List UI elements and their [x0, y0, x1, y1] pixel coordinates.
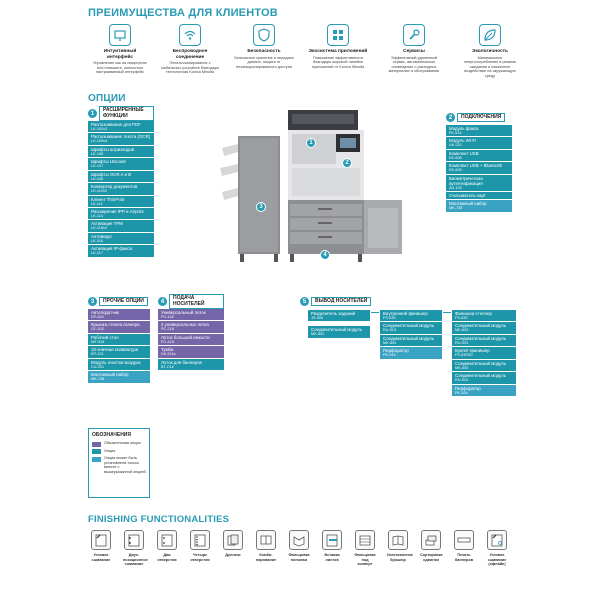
finishing-item: Двух-позиционное сшивание [123, 530, 145, 567]
legend-row: Опция может быть установлена только вместе с вышеуказанной опцией [92, 456, 146, 474]
option-item[interactable]: Рабочий стол WT-515 [88, 334, 150, 346]
banner-print-icon [454, 530, 474, 550]
option-item[interactable]: Соединительный модуль RU-513 [452, 335, 516, 347]
option-item[interactable]: Конвертер документов LK-110v2 [88, 183, 154, 195]
option-item[interactable]: Активация IP-факса LK-117 [88, 245, 154, 257]
group-output [300, 296, 520, 307]
option-item[interactable]: Считыватель карт [446, 192, 512, 200]
output-column-2 [380, 310, 442, 360]
finishing-item: Угловое сшивание [90, 530, 112, 562]
finishing-item: Фальцовка под конверт [354, 530, 376, 567]
option-item[interactable]: Распознавание текста (OCR) LK-105v4 [88, 133, 154, 145]
option-item[interactable]: Комплект USB + Bluetooth EK-609 [446, 162, 512, 174]
group-label: ПРОЧИЕ ОПЦИИ [99, 297, 148, 306]
option-item[interactable]: Шрифты Unicode LK-107 [88, 158, 154, 170]
option-item[interactable]: Крышка стекла сканера OC-512 [88, 321, 150, 333]
callout-2: 2 [342, 158, 352, 168]
option-item[interactable]: Соединительный модуль RU-513 [380, 322, 442, 334]
option-item[interactable]: Соединительный модуль MK-603 [452, 322, 516, 334]
apps-icon [327, 24, 349, 46]
benefit-item: Экосистема приложений Повышение эффективности благодаря широкой линейке приложений от Konica Minolta [308, 24, 368, 69]
combine-icon [256, 530, 276, 550]
option-item[interactable]: Биометрическая аутентификация AU-102 [446, 175, 512, 192]
duplex-icon [223, 530, 243, 550]
finishing-item: Угловое сшивание (офлайн) [486, 530, 508, 567]
finishing-item: Изготовление брошюр [387, 530, 409, 562]
option-item[interactable]: Модуль очистки воздуха CU-201 [88, 359, 150, 371]
legend-swatch-lightblue [92, 457, 101, 462]
benefits-row [88, 24, 524, 86]
two-hole-punch-icon [157, 530, 177, 550]
group-number: 5 [300, 297, 309, 306]
two-point-staple-icon [124, 530, 144, 550]
corner-staple-icon [91, 530, 111, 550]
option-item[interactable]: Тумба DK-516x [158, 346, 224, 358]
output-column-1 [308, 310, 370, 339]
group-items [88, 121, 154, 258]
sheet-insert-icon [322, 530, 342, 550]
finishing-item: Фальцовка пополам [288, 530, 310, 562]
benefits-title: ПРЕИМУЩЕСТВА ДЛЯ КЛИЕНТОВ [88, 7, 278, 19]
option-item[interactable]: Буклет-финишер FS-539SD [452, 347, 516, 359]
letter-fold-icon [355, 530, 375, 550]
option-item[interactable]: Антивирус LK-116 [88, 233, 154, 245]
printer-image [218, 108, 418, 278]
group-number: 3 [88, 297, 97, 306]
option-item[interactable]: Соединительный модуль MK-602 [308, 326, 370, 338]
benefit-item: Сервисы Эффективный удаленный сервис, автоматическое оповещение о расходных материалах и обслуживании [384, 24, 444, 74]
group-items [446, 125, 512, 213]
group-other-options [88, 296, 150, 384]
group-label: ПОДКЛЮЧЕНИЯ [457, 113, 505, 122]
option-item[interactable]: Расширение IPP и Airprint LK-114 [88, 208, 154, 220]
option-item[interactable]: Лоток большой емкости PC-418 [158, 334, 224, 346]
legend-row: Обязательная опция [92, 441, 146, 447]
options-title: ОПЦИИ [88, 93, 126, 104]
legend-row: Опция [92, 449, 146, 455]
group-connections [446, 112, 512, 213]
finishing-item: Комби-нирование [255, 530, 277, 562]
callout-3: 3 [256, 202, 266, 212]
option-item[interactable]: 2 универсальных лотка PC-218 [158, 321, 224, 333]
option-item[interactable]: Универсальный лоток PC-118 [158, 309, 224, 321]
benefit-item: Безопасность Безопасное хранение и передача данных, защита от несанкционированного доступа [234, 24, 294, 69]
option-item[interactable]: Лоток для баннеров BT-C1e [158, 359, 224, 371]
finishing-item: Четыре отверстия [189, 530, 211, 562]
wifi-icon [179, 24, 201, 46]
legend [88, 428, 150, 498]
printer-illustration [218, 108, 418, 278]
leaf-icon [479, 24, 501, 46]
benefit-item: Интуитивный интерфейс Управление как на смартфоне или планшете, полностью настраиваемый интерфейс [90, 24, 150, 75]
option-item[interactable]: Активация TPM LK-115v2 [88, 220, 154, 232]
option-item[interactable]: Клиент ThinPrint LK-111 [88, 196, 154, 208]
group-label: ПОДАЧА НОСИТЕЛЕЙ [169, 294, 224, 309]
touch-panel-icon [109, 24, 131, 46]
option-item[interactable]: Модуль факса FK-514 [446, 125, 512, 137]
wrench-icon [403, 24, 425, 46]
option-item[interactable]: Монтажный набор MK-748 [88, 371, 150, 383]
group-extended-functions [88, 108, 154, 258]
legend-title: ОБОЗНАЧЕНИЯ [92, 432, 131, 438]
finishing-row [88, 530, 524, 590]
connector-line [443, 312, 451, 313]
connector-line [371, 312, 379, 313]
offline-staple-icon [487, 530, 507, 550]
option-item[interactable]: Автоподатчик DF-633 [88, 309, 150, 321]
group-label: РАСШИРЕННЫЕ ФУНКЦИИ [99, 106, 154, 121]
option-item[interactable]: 10-значная клавиатура KP-101 [88, 346, 150, 358]
option-item[interactable]: Перфоратор PK-519 [380, 347, 442, 359]
finishing-item: Дуплекс [222, 530, 244, 558]
callout-4: 4 [320, 250, 330, 260]
option-item[interactable]: Перфоратор PK-524 [452, 385, 516, 397]
group-number: 1 [88, 109, 97, 118]
four-hole-punch-icon [190, 530, 210, 550]
option-item[interactable]: Внутренний финишер FS-533 [380, 310, 442, 322]
group-number: 2 [446, 113, 455, 122]
finishing-title: FINISHING FUNCTIONALITIES [88, 514, 230, 525]
option-item[interactable]: Соединительный модуль RU-514 [452, 372, 516, 384]
legend-swatch-purple [92, 442, 101, 447]
option-item[interactable]: Соединительный модуль MK-603 [452, 360, 516, 372]
option-item[interactable]: Соединительный модуль MK-603 [380, 335, 442, 347]
booklet-icon [388, 530, 408, 550]
output-column-3 [452, 310, 516, 397]
group-paper-feed [158, 296, 224, 371]
finishing-item: Сортировка сдвигом [420, 530, 442, 562]
option-item[interactable]: Монтажный набор MK-735 [446, 200, 512, 212]
option-item[interactable]: Шрифты OCR A и B LK-108 [88, 171, 154, 183]
legend-swatch-teal [92, 449, 101, 454]
benefit-item: Экологичность Минимальное энергопотребление в режиме ожидания и сниженное воздействие на окружающую среду [460, 24, 520, 78]
group-items [158, 309, 224, 371]
finishing-item: Печать баннеров [453, 530, 475, 562]
callout-1: 1 [306, 138, 316, 148]
group-label: ВЫВОД НОСИТЕЛЕЙ [311, 297, 371, 306]
group-number: 4 [158, 297, 167, 306]
option-item[interactable]: Распознавание для PDF LK-102v3 [88, 121, 154, 133]
group-items [88, 309, 150, 384]
offset-sort-icon [421, 530, 441, 550]
finishing-item: Вставка листов [321, 530, 343, 562]
option-item[interactable]: Разделитель заданий JS-506 [308, 310, 370, 322]
half-fold-icon [289, 530, 309, 550]
option-item[interactable]: Шрифты штрихкодов LK-106 [88, 146, 154, 158]
option-item[interactable]: Финишер-степлер FS-539 [452, 310, 516, 322]
option-item[interactable]: Модуль Wi-Fi UK-221 [446, 137, 512, 149]
benefit-item: Беспроводное соединение Печать/сканирование с мобильных устройств благодаря технологиям Konica Minolta [160, 24, 220, 75]
finishing-item: Два отверстия [156, 530, 178, 562]
shield-icon [253, 24, 275, 46]
option-item[interactable]: Комплект USB EK-608 [446, 150, 512, 162]
